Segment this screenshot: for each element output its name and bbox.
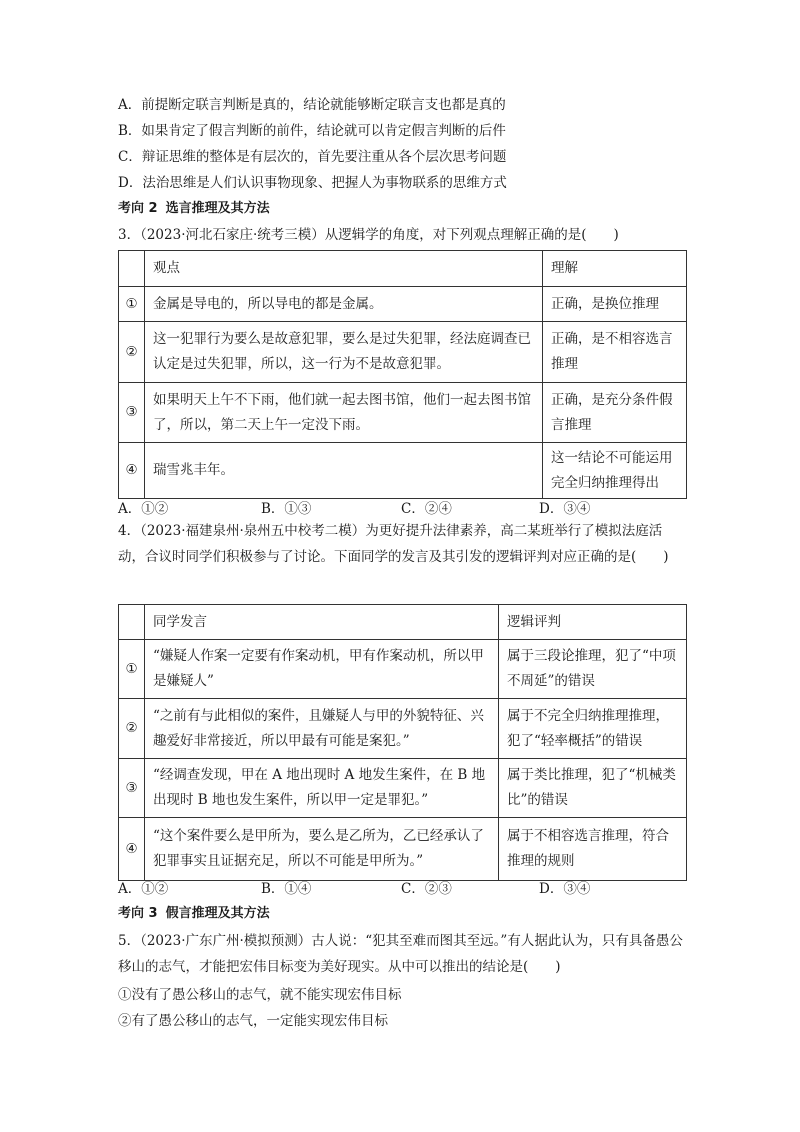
q2-option-d: D．法治思维是人们认识事物现象、把握人为事物联系的思维方式 <box>118 175 507 191</box>
table-header-row <box>119 605 687 640</box>
table-row <box>119 322 687 383</box>
table-row <box>119 383 687 443</box>
section-label: 考向 3 <box>118 906 158 921</box>
row-index: ① <box>119 640 145 699</box>
judge-cell: 正确，是换位推理 <box>543 287 687 322</box>
header-cell <box>119 251 145 287</box>
row-index: ④ <box>119 443 145 499</box>
table-row <box>119 287 687 322</box>
judge-cell: 属于三段论推理，犯了“中项不周延”的错误 <box>499 640 687 699</box>
judge-cell: 正确，是充分条件假言推理 <box>543 383 687 443</box>
q3-stem: 3．（2023·河北石家庄·统考三模）从逻辑学的角度，对下列观点理解正确的是( ) <box>118 227 619 243</box>
row-index: ④ <box>119 818 145 881</box>
section-heading-2 <box>118 199 270 219</box>
q3-options <box>118 499 688 519</box>
table-row <box>119 640 687 699</box>
speech-cell: “经调查发现，甲在 A 地出现时 A 地发生案件，在 B 地出现时 B 地也发生案件，所以甲一定是罪犯。” <box>145 759 499 818</box>
header-cell: 理解 <box>543 251 687 287</box>
section-title: 假言推理及其方法 <box>165 906 270 921</box>
header-cell: 同学发言 <box>145 605 499 640</box>
q5-item-2: ②有了愚公移山的志气，一定能实现宏伟目标 <box>118 1013 388 1029</box>
q3-option-c[interactable]: C．②④ <box>401 501 452 517</box>
q2-option-c: C．辩证思维的整体是有层次的，首先要注重从各个层次思考问题 <box>118 149 507 165</box>
q2-option-b: B．如果肯定了假言判断的前件，结论就可以肯定假言判断的后件 <box>118 123 506 139</box>
table-row <box>119 759 687 818</box>
header-cell <box>119 605 145 640</box>
q3-option-a[interactable]: A．①② <box>118 501 169 517</box>
header-cell: 观点 <box>145 251 543 287</box>
section-label: 考向 2 <box>118 201 158 216</box>
row-index: ③ <box>119 383 145 443</box>
view-cell: 如果明天上午不下雨，他们就一起去图书馆，他们一起去图书馆了，所以，第二天上午一定没下雨。 <box>145 383 543 443</box>
judge-cell: 属于类比推理，犯了“机械类比”的错误 <box>499 759 687 818</box>
header-cell: 逻辑评判 <box>499 605 687 640</box>
q2-option-a: A．前提断定联言判断是真的，结论就能够断定联言支也都是真的 <box>118 97 506 113</box>
row-index: ① <box>119 287 145 322</box>
q5-stem: 5．（2023·广东广州·模拟预测）古人说：“犯其至难而图其至远。”有人据此认为，只有具备愚公移山的志气，才能把宏伟目标变为美好现实。从中可以推出的结论是( ) <box>118 933 683 975</box>
row-index: ③ <box>119 759 145 818</box>
q3-option-b[interactable]: B．①③ <box>261 501 312 517</box>
row-index: ② <box>119 699 145 759</box>
view-cell: 这一犯罪行为要么是故意犯罪，要么是过失犯罪，经法庭调查已认定是过失犯罪，所以，这一行为不是故意犯罪。 <box>145 322 543 383</box>
table-row <box>119 443 687 499</box>
speech-cell: “嫌疑人作案一定要有作案动机，甲有作案动机，所以甲是嫌疑人” <box>145 640 499 699</box>
speech-cell: “这个案件要么是甲所为，要么是乙所为，乙已经承认了犯罪事实且证据充足，所以不可能是甲所为。” <box>145 818 499 881</box>
row-index: ② <box>119 322 145 383</box>
q4-option-d[interactable]: D．③④ <box>539 881 591 897</box>
view-cell: 瑞雪兆丰年。 <box>145 443 543 499</box>
q4-options <box>118 879 688 899</box>
q4-option-a[interactable]: A．①② <box>118 881 169 897</box>
section-title: 选言推理及其方法 <box>165 201 270 216</box>
table-header-row <box>119 251 687 287</box>
judge-cell: 正确，是不相容选言推理 <box>543 322 687 383</box>
judge-cell: 这一结论不可能运用完全归纳推理得出 <box>543 443 687 499</box>
q4-option-c[interactable]: C．②③ <box>401 881 452 897</box>
table-row <box>119 699 687 759</box>
judge-cell: 属于不相容选言推理，符合推理的规则 <box>499 818 687 881</box>
section-heading-3 <box>118 904 270 924</box>
judge-cell: 属于不完全归纳推理推理，犯了“轻率概括”的错误 <box>499 699 687 759</box>
q4-table <box>118 604 687 881</box>
q3-option-d[interactable]: D．③④ <box>539 501 591 517</box>
view-cell: 金属是导电的，所以导电的都是金属。 <box>145 287 543 322</box>
speech-cell: “之前有与此相似的案件，且嫌疑人与甲的外貌特征、兴趣爱好非常接近，所以甲最有可能是案犯。” <box>145 699 499 759</box>
q4-stem: 4．（2023·福建泉州·泉州五中校考二模）为更好提升法律素养，高二某班举行了模拟法庭活动，合议时同学们积极参与了讨论。下面同学的发言及其引发的逻辑评判对应正确的是( ) <box>118 523 669 565</box>
q4-option-b[interactable]: B．①④ <box>261 881 312 897</box>
q5-item-1: ①没有了愚公移山的志气，就不能实现宏伟目标 <box>118 987 402 1003</box>
q3-table <box>118 250 687 499</box>
table-row <box>119 818 687 881</box>
